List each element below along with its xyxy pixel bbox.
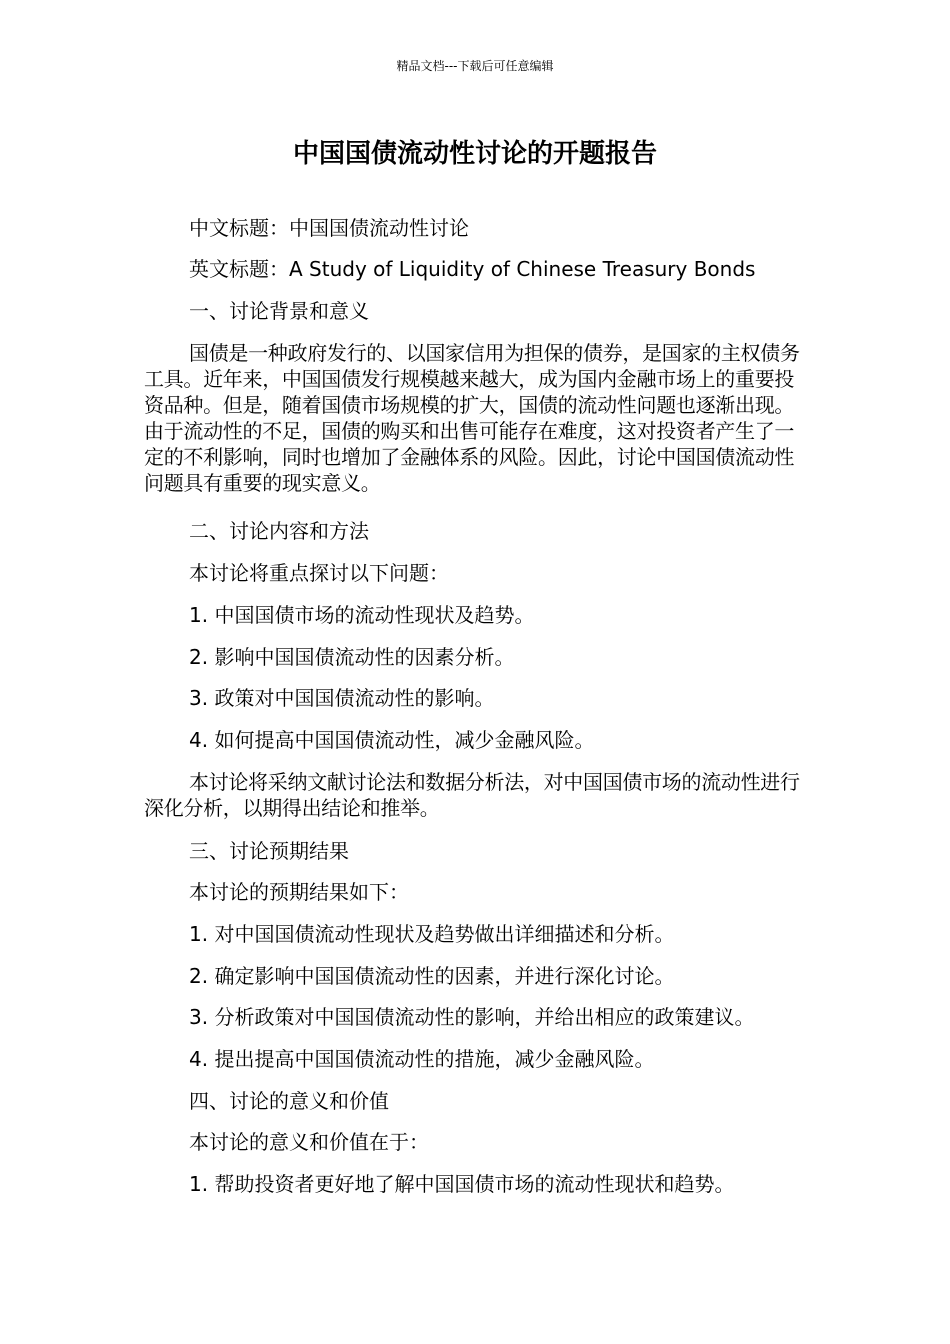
results-list-item: 2. 确定影响中国国债流动性的因素，并进行深化讨论。 — [189, 964, 675, 988]
method-paragraph: 本讨论将采纳文献讨论法和数据分析法，对中国国债市场的流动性进行深化分析，以期得出结论和推举。 — [144, 770, 800, 820]
english-title-line: 英文标题：A Study of Liquidity of Chinese Treasury Bonds — [189, 257, 756, 281]
chinese-title-line: 中文标题：中国国债流动性讨论 — [189, 216, 469, 240]
content-intro: 本讨论将重点探讨以下问题： — [189, 561, 449, 585]
content-list-item: 2. 影响中国国债流动性的因素分析。 — [189, 645, 515, 669]
results-list-item: 3. 分析政策对中国国债流动性的影响，并给出相应的政策建议。 — [189, 1005, 755, 1029]
significance-intro: 本讨论的意义和价值在于： — [189, 1130, 429, 1154]
content-list-item: 1. 中国国债市场的流动性现状及趋势。 — [189, 603, 535, 627]
background-paragraph: 国债是一种政府发行的、以国家信用为担保的债券，是国家的主权债务工具。近年来，中国国债发行规模越来越大，成为国内金融市场上的重要投资品种。但是，随着国债市场规模的扩大，国债的流动性问题也逐渐出现。由于流动性的不足，国债的购买和出售可能存在难度，这对投资者产生了一定的不利影响，同时也增加了金融体系的风险。因此，讨论中国国债流动性问题具有重要的现实意义。 — [144, 341, 800, 495]
content-list-item: 3. 政策对中国国债流动性的影响。 — [189, 686, 495, 710]
content-list-item: 4. 如何提高中国国债流动性，减少金融风险。 — [189, 728, 595, 752]
significance-list-item: 1. 帮助投资者更好地了解中国国债市场的流动性现状和趋势。 — [189, 1172, 735, 1196]
page-header-note: 精品文档---下载后可任意编辑 — [396, 59, 554, 73]
section-heading-background: 一、讨论背景和意义 — [189, 299, 369, 323]
section-heading-content-method: 二、讨论内容和方法 — [189, 519, 369, 543]
results-intro: 本讨论的预期结果如下： — [189, 880, 409, 904]
section-heading-significance: 四、讨论的意义和价值 — [189, 1089, 389, 1113]
results-list-item: 4. 提出提高中国国债流动性的措施，减少金融风险。 — [189, 1047, 655, 1071]
results-list-item: 1. 对中国国债流动性现状及趋势做出详细描述和分析。 — [189, 922, 675, 946]
document-title: 中国国债流动性讨论的开题报告 — [292, 139, 657, 169]
section-heading-expected-results: 三、讨论预期结果 — [189, 839, 349, 863]
